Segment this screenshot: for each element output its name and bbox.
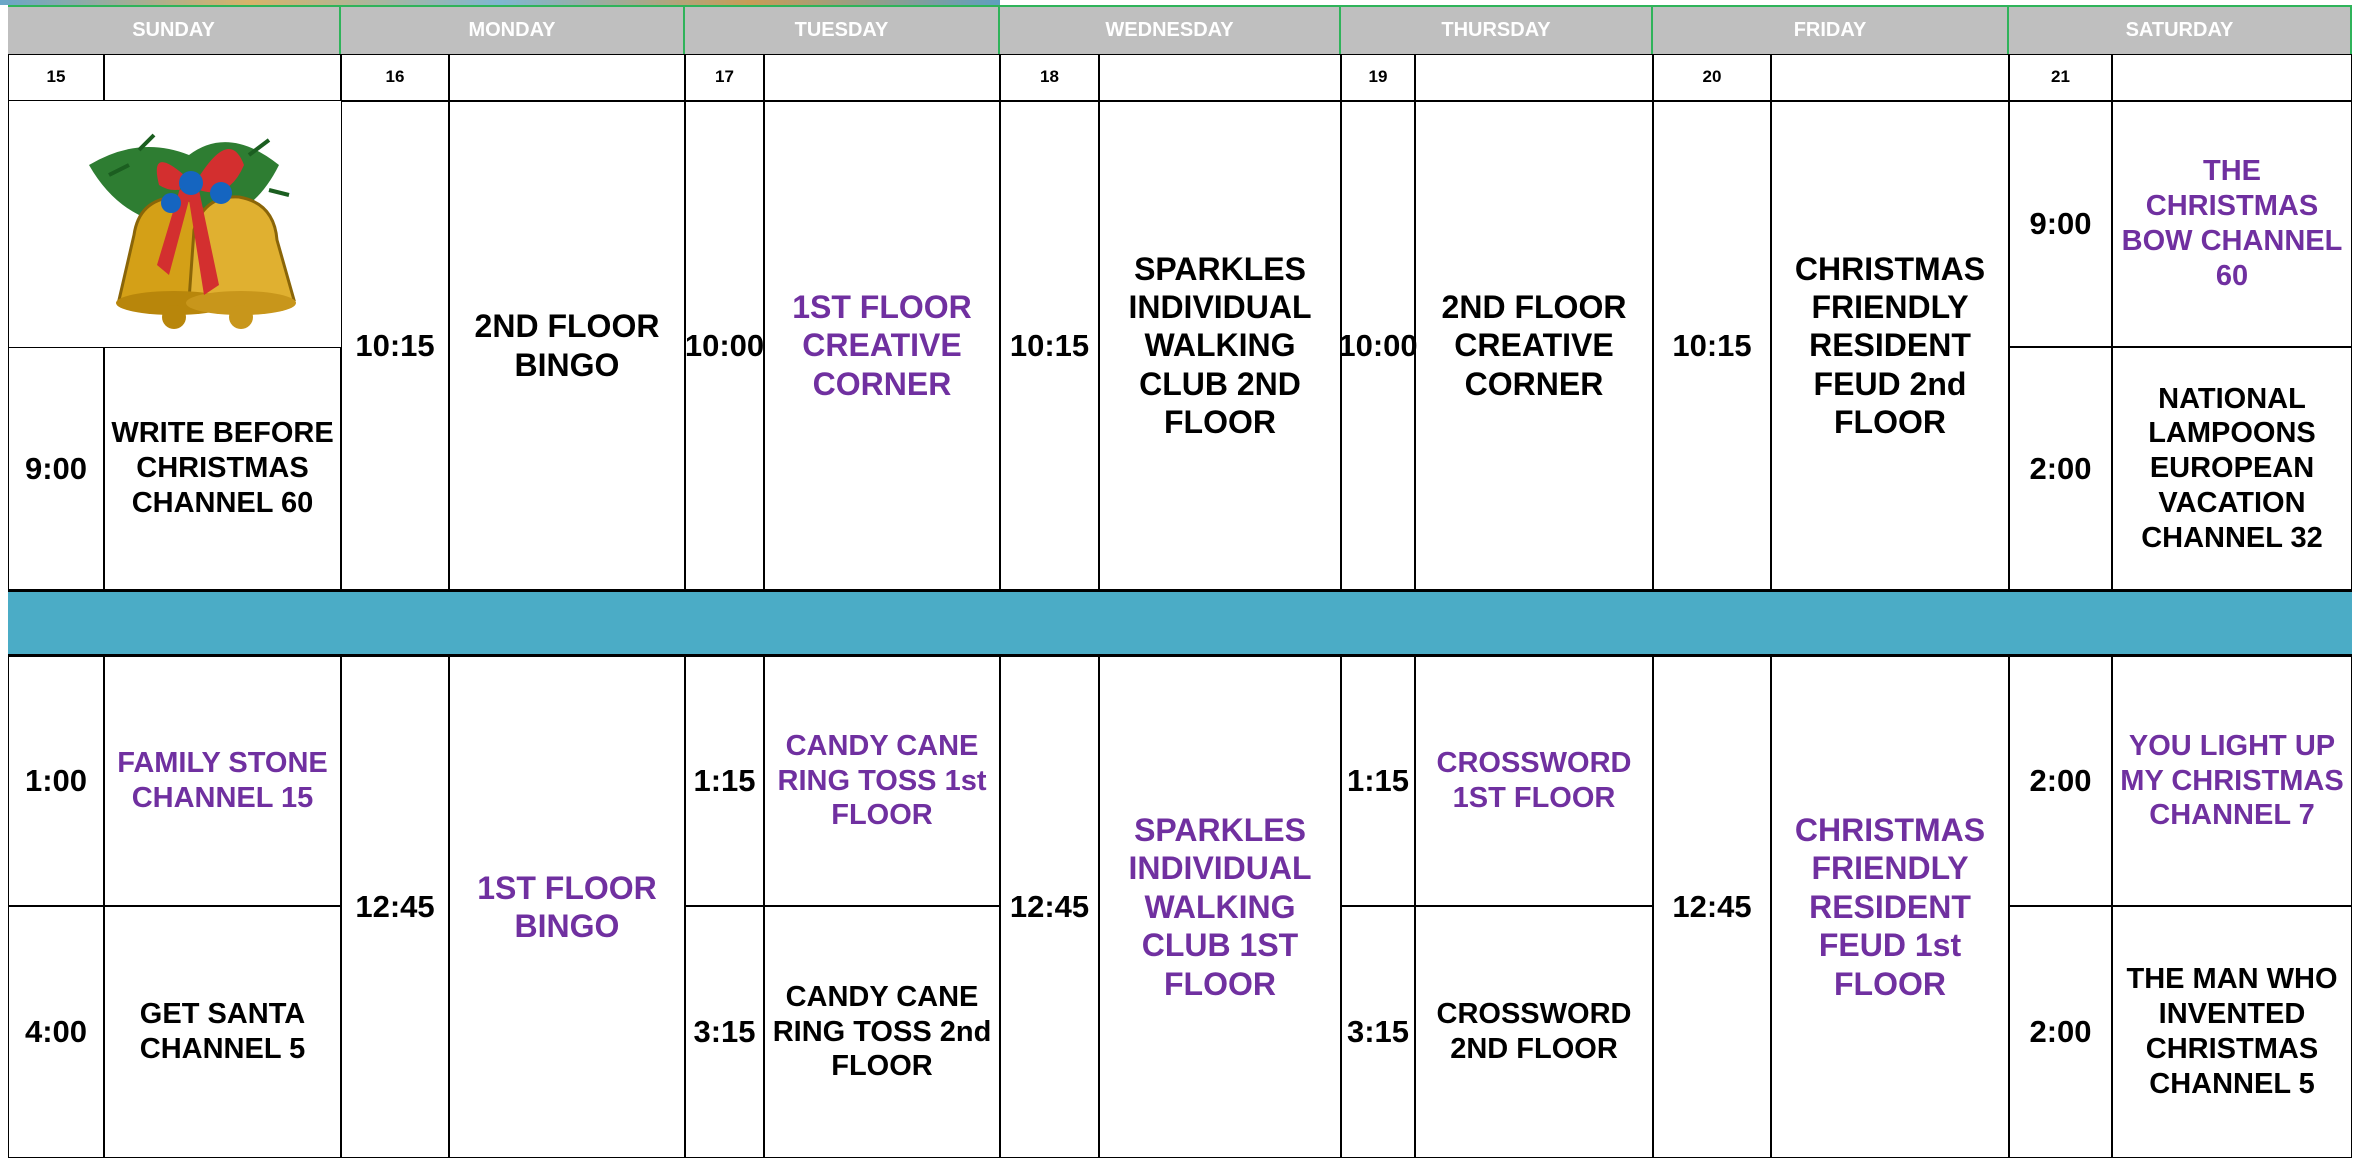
event-title: THE MAN WHO INVENTED CHRISTMAS CHANNEL 5 [2112,906,2352,1158]
event-title: 2ND FLOOR CREATIVE CORNER [1415,101,1653,590]
event-time: 9:00 [2009,101,2112,347]
event-time: 12:45 [1000,656,1099,1158]
date-blank [764,54,1000,101]
header-saturday: SATURDAY [2009,5,2352,54]
date-number: 17 [685,54,764,101]
date-number: 19 [1341,54,1415,101]
date-blank [1771,54,2009,101]
event-time: 3:15 [685,906,764,1158]
event-time: 9:00 [8,347,104,590]
event-title: WRITE BEFORE CHRISTMAS CHANNEL 60 [104,347,341,590]
event-time: 2:00 [2009,656,2112,906]
event-title: THE CHRISTMAS BOW CHANNEL 60 [2112,101,2352,347]
date-number: 16 [341,54,449,101]
activity-calendar [8,5,2352,1156]
event-title: CHRISTMAS FRIENDLY RESIDENT FEUD 2nd FLOOR [1771,101,2009,590]
event-title: CROSSWORD 1ST FLOOR [1415,656,1653,906]
date-number: 20 [1653,54,1771,101]
event-title: NATIONAL LAMPOONS EUROPEAN VACATION CHANNEL 32 [2112,347,2352,590]
weekday-header-row [8,5,2352,54]
event-title: SPARKLES INDIVIDUAL WALKING CLUB 2ND FLOOR [1099,101,1341,590]
christmas-bells-icon [79,105,329,345]
event-time: 1:15 [1341,656,1415,906]
date-blank [449,54,685,101]
event-title: CHRISTMAS FRIENDLY RESIDENT FEUD 1st FLOOR [1771,656,2009,1158]
event-title: YOU LIGHT UP MY CHRISTMAS CHANNEL 7 [2112,656,2352,906]
header-thursday: THURSDAY [1341,5,1653,54]
event-title: 1ST FLOOR BINGO [449,656,685,1158]
event-time: 2:00 [2009,347,2112,590]
event-title: GET SANTA CHANNEL 5 [104,906,341,1158]
date-blank [1415,54,1653,101]
event-title: FAMILY STONE CHANNEL 15 [104,656,341,906]
header-sunday: SUNDAY [8,5,341,54]
date-number: 21 [2009,54,2112,101]
event-time: 12:45 [341,656,449,1158]
event-time: 4:00 [8,906,104,1158]
calendar-grid [8,54,2352,1156]
event-title: CANDY CANE RING TOSS 2nd FLOOR [764,906,1000,1158]
event-title: CROSSWORD 2ND FLOOR [1415,906,1653,1158]
event-time: 1:00 [8,656,104,906]
header-monday: MONDAY [341,5,685,54]
event-time: 12:45 [1653,656,1771,1158]
event-time: 1:15 [685,656,764,906]
event-title: CANDY CANE RING TOSS 1st FLOOR [764,656,1000,906]
header-wednesday: WEDNESDAY [1000,5,1341,54]
event-title: 2ND FLOOR BINGO [449,101,685,590]
event-time: 10:15 [341,101,449,590]
event-title: 1ST FLOOR CREATIVE CORNER [764,101,1000,590]
christmas-bells-cell [8,101,341,347]
date-number: 18 [1000,54,1099,101]
midday-divider-bar [8,590,2352,656]
header-friday: FRIDAY [1653,5,2009,54]
event-time: 3:15 [1341,906,1415,1158]
event-time: 2:00 [2009,906,2112,1158]
date-blank [104,54,341,101]
date-number: 15 [8,54,104,101]
date-blank [2112,54,2352,101]
date-blank [1099,54,1341,101]
event-title: SPARKLES INDIVIDUAL WALKING CLUB 1ST FLOOR [1099,656,1341,1158]
header-tuesday: TUESDAY [685,5,1000,54]
event-time: 10:15 [1000,101,1099,590]
event-time: 10:00 [1341,101,1415,590]
event-time: 10:00 [685,101,764,590]
event-time: 10:15 [1653,101,1771,590]
